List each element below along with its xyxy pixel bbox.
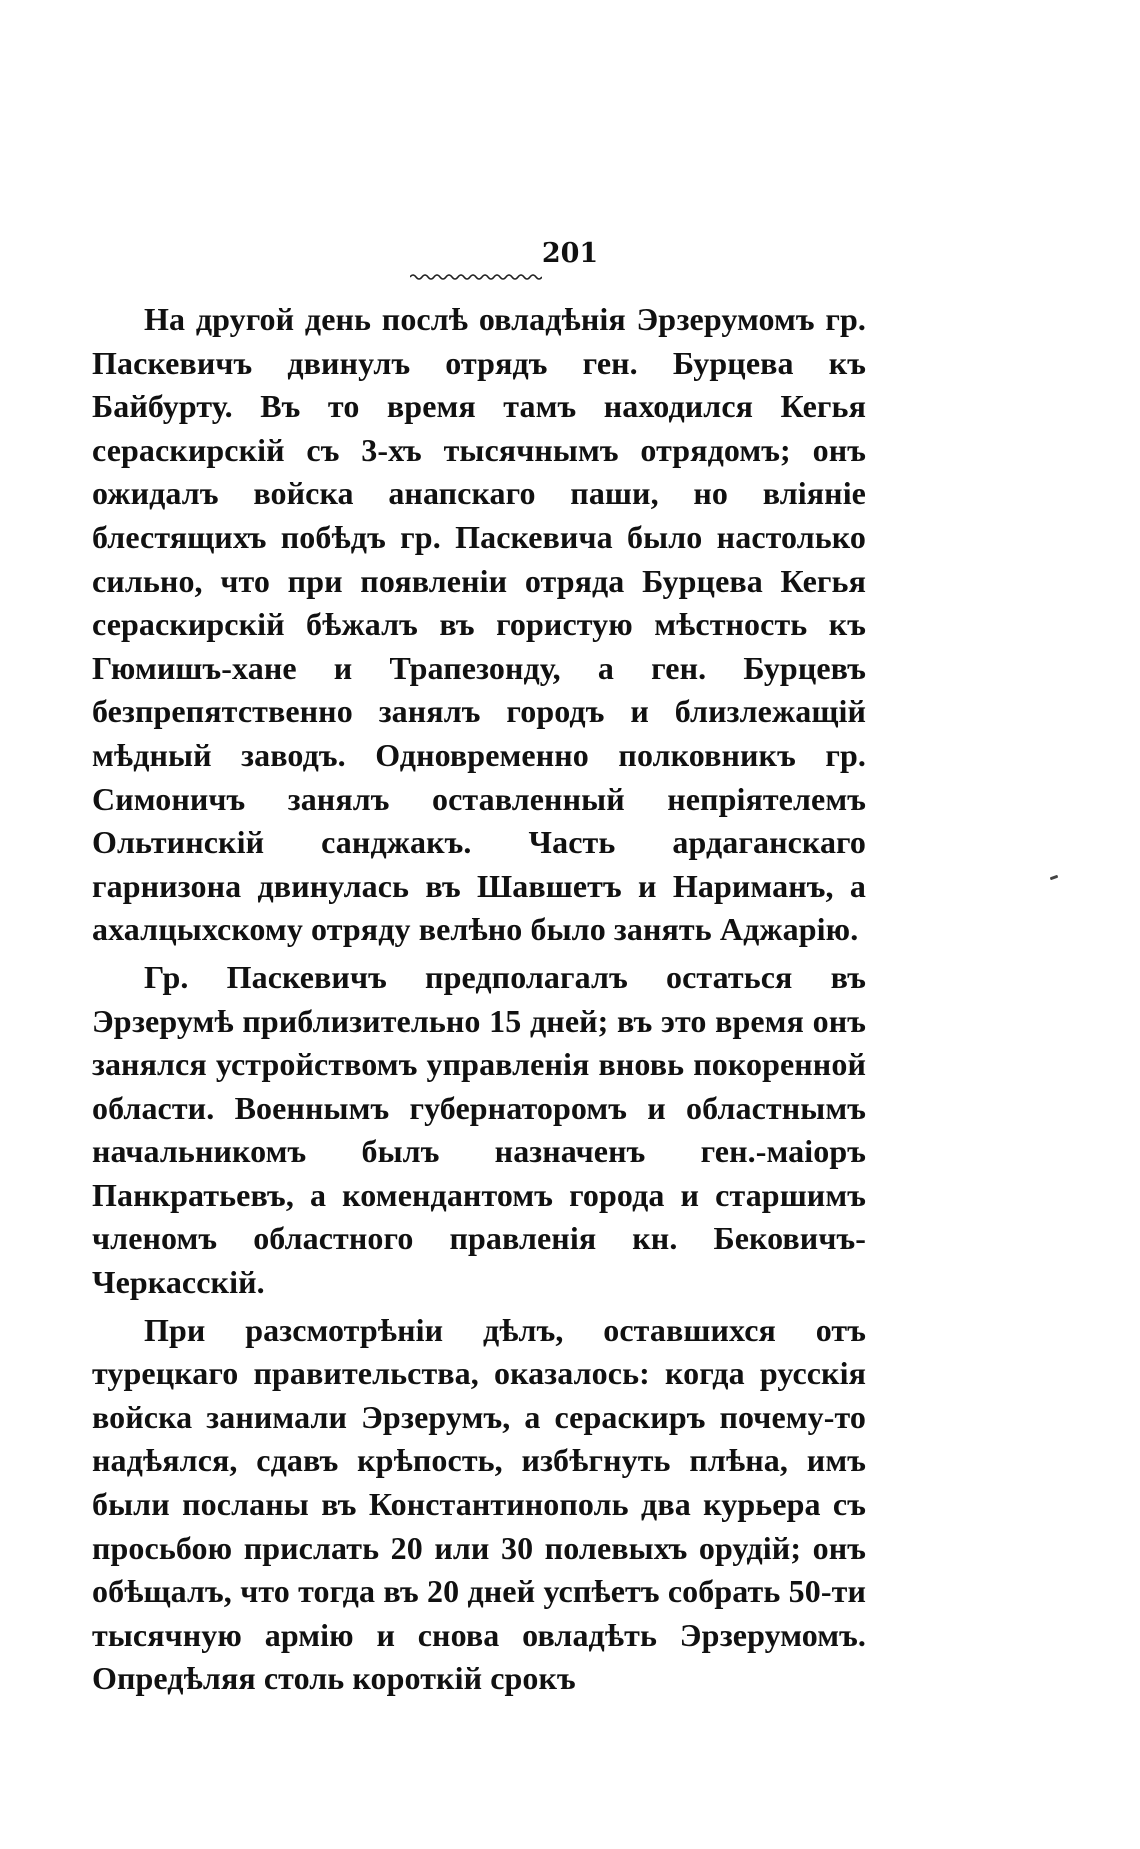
scan-speck	[1050, 875, 1059, 881]
paragraph-2: Гр. Паскевичъ предполагалъ остаться въ Эрзерумѣ приблизительно 15 дней; въ это время онъ занялся устройствомъ управленія вновь покоренной области. Военнымъ губернаторомъ и областнымъ начальникомъ былъ назначенъ ген.-маіоръ Панкратьевъ, а комендантомъ города и старшимъ членомъ областного правленія кн. Бековичъ-Черкасскій.	[92, 958, 866, 1301]
page-number: 201	[541, 238, 599, 269]
wavy-rule-ornament	[410, 272, 542, 282]
body-text	[92, 298, 866, 1705]
paragraph-3: При разсмотрѣніи дѣлъ, оставшихся отъ турецкаго правительства, оказалось: когда русскія войска занимали Эрзерумъ, а сераскиръ почему-то надѣялся, сдавъ крѣпость, избѣгнуть плѣна, имъ были посланы въ Константинополь два курьера съ просьбою прислать 20 или 30 полевыхъ орудій; онъ обѣщалъ, что тогда въ 20 дней успѣетъ собрать 50-ти тысячную армію и снова овладѣть Эрзерумомъ. Опредѣляя столь короткій срокъ	[92, 1311, 866, 1697]
paragraph-1: На другой день послѣ овладѣнія Эрзерумомъ гр. Паскевичъ двинулъ отрядъ ген. Бурцева къ Байбурту. Въ то время тамъ находился Кегья сераскирскій съ 3-хъ тысячнымъ отрядомъ; онъ ожидалъ войска анапскаго паши, но вліяніе блестящихъ побѣдъ гр. Паскевича было настолько сильно, что при появленіи отряда Бурцева Кегья сераскирскій бѣжалъ въ гористую мѣстность къ Гюмишъ-хане и Трапезонду, а ген. Бурцевъ безпрепятственно занялъ городъ и близлежащій мѣдный заводъ. Одновременно полковникъ гр. Симоничъ занялъ оставленный непріятелемъ Ольтинскій санджакъ. Часть ардаганскаго гарнизона двинулась въ Шавшетъ и Нариманъ, а ахалцыхскому отряду велѣно было занять Аджарію.	[92, 301, 866, 948]
